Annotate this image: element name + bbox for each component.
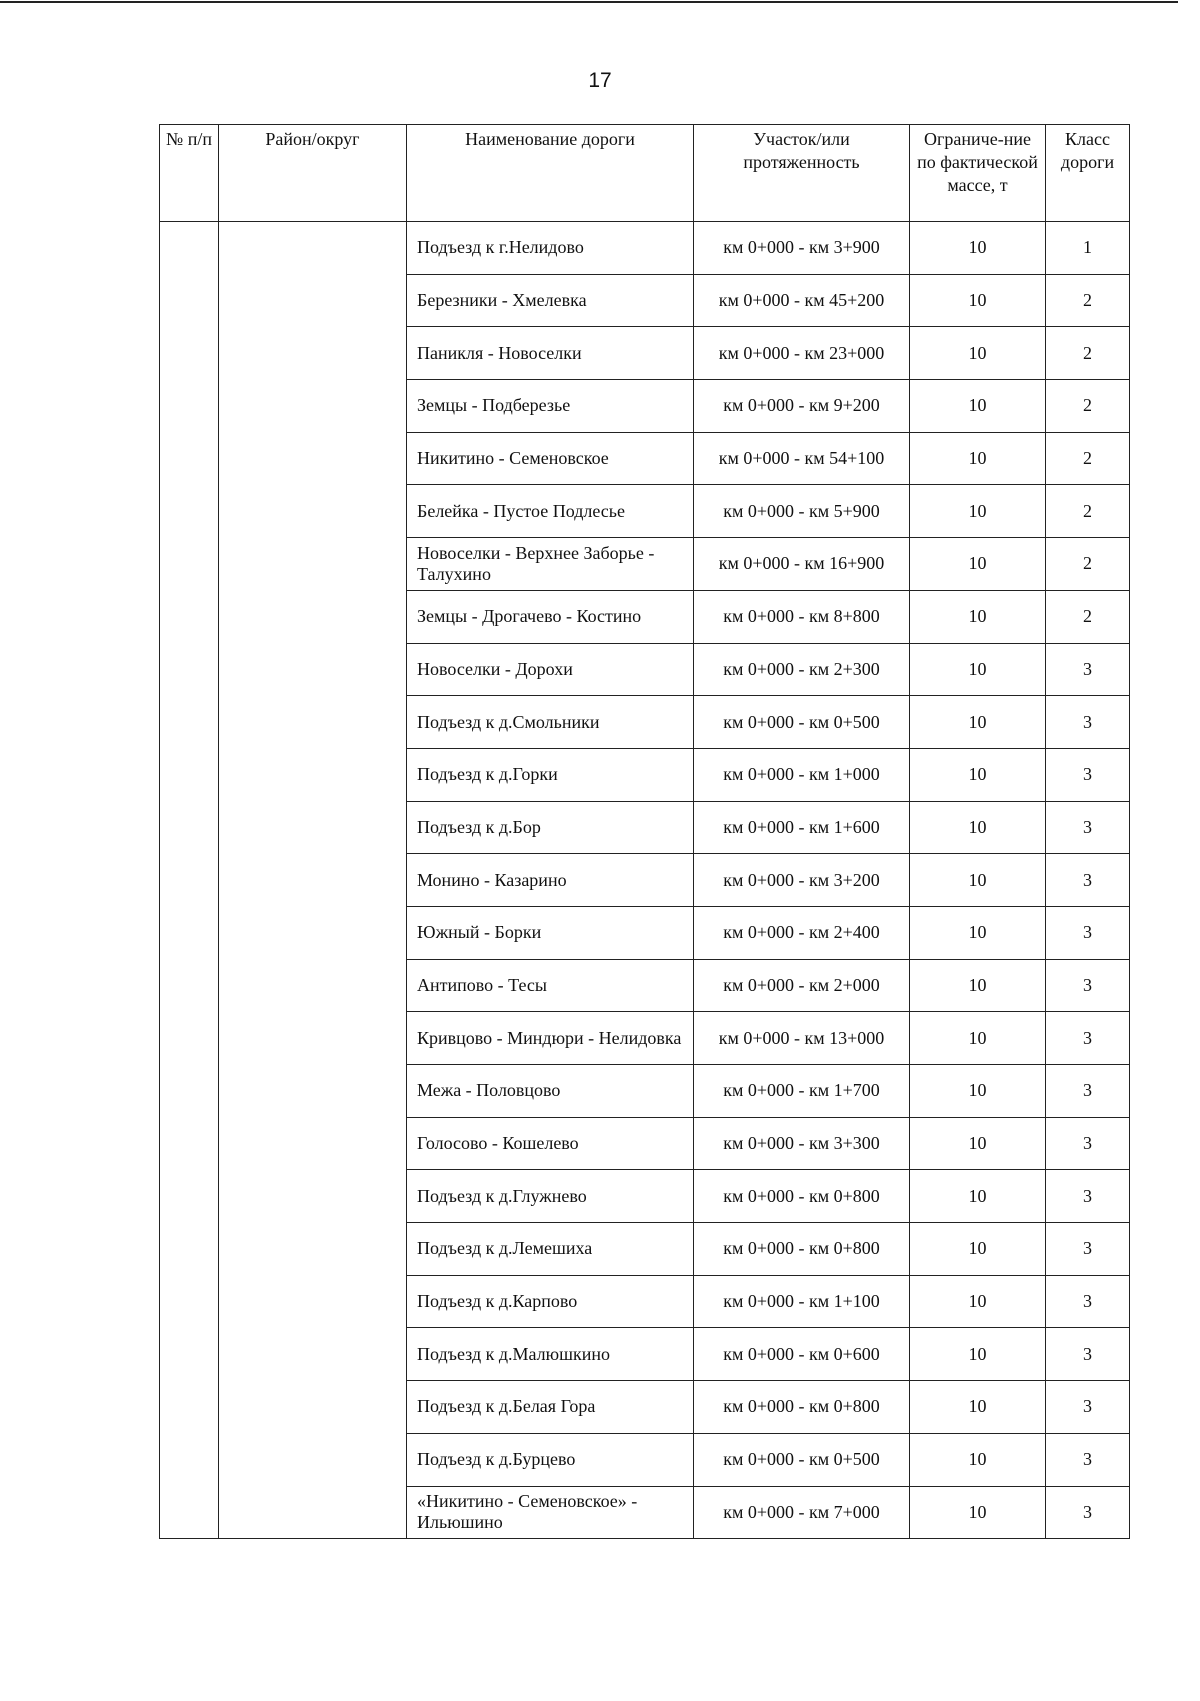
- district-cell: [219, 222, 407, 1539]
- road-class-cell: 3: [1046, 1381, 1130, 1434]
- road-name-cell: Подъезд к д.Смольники: [407, 696, 694, 749]
- road-class-cell: 3: [1046, 1223, 1130, 1276]
- segment-cell: км 0+000 - км 8+800: [694, 590, 910, 643]
- road-class-cell: 3: [1046, 1328, 1130, 1381]
- segment-cell: км 0+000 - км 0+800: [694, 1223, 910, 1276]
- road-name-cell: Подъезд к д.Карпово: [407, 1275, 694, 1328]
- weight-limit-cell: 10: [910, 696, 1046, 749]
- segment-cell: км 0+000 - км 16+900: [694, 538, 910, 591]
- segment-cell: км 0+000 - км 1+700: [694, 1065, 910, 1118]
- header-weight-limit: Ограниче-ние по фактической массе, т: [910, 125, 1046, 222]
- segment-cell: км 0+000 - км 2+400: [694, 906, 910, 959]
- road-class-cell: 3: [1046, 696, 1130, 749]
- road-class-cell: 3: [1046, 1275, 1130, 1328]
- road-name-cell: Антипово - Тесы: [407, 959, 694, 1012]
- header-road-class: Класс дороги: [1046, 125, 1130, 222]
- weight-limit-cell: 10: [910, 1012, 1046, 1065]
- road-name-cell: Новоселки - Верхнее Заборье - Талухино: [407, 538, 694, 591]
- segment-cell: км 0+000 - км 3+300: [694, 1117, 910, 1170]
- weight-limit-cell: 10: [910, 959, 1046, 1012]
- road-name-cell: Подъезд к д.Горки: [407, 748, 694, 801]
- road-name-cell: Подъезд к д.Лемешиха: [407, 1223, 694, 1276]
- road-name-cell: Межа - Половцово: [407, 1065, 694, 1118]
- weight-limit-cell: 10: [910, 748, 1046, 801]
- segment-cell: км 0+000 - км 7+000: [694, 1486, 910, 1539]
- weight-limit-cell: 10: [910, 274, 1046, 327]
- road-name-cell: Никитино - Семеновское: [407, 432, 694, 485]
- road-class-cell: 3: [1046, 1433, 1130, 1486]
- segment-cell: км 0+000 - км 0+800: [694, 1381, 910, 1434]
- segment-cell: км 0+000 - км 54+100: [694, 432, 910, 485]
- road-class-cell: 2: [1046, 590, 1130, 643]
- road-class-cell: 3: [1046, 1170, 1130, 1223]
- road-class-cell: 2: [1046, 274, 1130, 327]
- header-num: № п/п: [160, 125, 219, 222]
- weight-limit-cell: 10: [910, 1117, 1046, 1170]
- weight-limit-cell: 10: [910, 643, 1046, 696]
- weight-limit-cell: 10: [910, 380, 1046, 433]
- road-class-cell: 3: [1046, 906, 1130, 959]
- top-border-line: [0, 1, 1178, 3]
- header-road-name: Наименование дороги: [407, 125, 694, 222]
- road-name-cell: «Никитино - Семеновское» - Ильюшино: [407, 1486, 694, 1539]
- road-name-cell: Земцы - Подберезье: [407, 380, 694, 433]
- table-body: [160, 222, 1130, 1539]
- weight-limit-cell: 10: [910, 1433, 1046, 1486]
- road-class-cell: 3: [1046, 1117, 1130, 1170]
- road-class-cell: 3: [1046, 643, 1130, 696]
- road-name-cell: Подъезд к д.Белая Гора: [407, 1381, 694, 1434]
- road-name-cell: Кривцово - Миндюри - Нелидовка: [407, 1012, 694, 1065]
- road-class-cell: 3: [1046, 1486, 1130, 1539]
- table-row: [160, 222, 1130, 275]
- header-row: [160, 125, 1130, 222]
- segment-cell: км 0+000 - км 23+000: [694, 327, 910, 380]
- segment-cell: км 0+000 - км 5+900: [694, 485, 910, 538]
- segment-cell: км 0+000 - км 1+600: [694, 801, 910, 854]
- segment-cell: км 0+000 - км 3+200: [694, 854, 910, 907]
- weight-limit-cell: 10: [910, 222, 1046, 275]
- road-name-cell: Подъезд к г.Нелидово: [407, 222, 694, 275]
- road-name-cell: Монино - Казарино: [407, 854, 694, 907]
- weight-limit-cell: 10: [910, 906, 1046, 959]
- road-class-cell: 1: [1046, 222, 1130, 275]
- road-class-cell: 2: [1046, 538, 1130, 591]
- segment-cell: км 0+000 - км 0+600: [694, 1328, 910, 1381]
- road-class-cell: 2: [1046, 327, 1130, 380]
- road-name-cell: Подъезд к д.Бурцево: [407, 1433, 694, 1486]
- road-class-cell: 3: [1046, 1012, 1130, 1065]
- road-name-cell: Земцы - Дрогачево - Костино: [407, 590, 694, 643]
- road-name-cell: Южный - Борки: [407, 906, 694, 959]
- weight-limit-cell: 10: [910, 432, 1046, 485]
- road-class-cell: 3: [1046, 801, 1130, 854]
- weight-limit-cell: 10: [910, 327, 1046, 380]
- weight-limit-cell: 10: [910, 485, 1046, 538]
- header-segment: Участок/или протяженность: [694, 125, 910, 222]
- weight-limit-cell: 10: [910, 1170, 1046, 1223]
- row-number-cell: [160, 222, 219, 1539]
- road-class-cell: 3: [1046, 854, 1130, 907]
- segment-cell: км 0+000 - км 1+100: [694, 1275, 910, 1328]
- segment-cell: км 0+000 - км 0+800: [694, 1170, 910, 1223]
- weight-limit-cell: 10: [910, 1223, 1046, 1276]
- weight-limit-cell: 10: [910, 538, 1046, 591]
- road-name-cell: Подъезд к д.Малюшкино: [407, 1328, 694, 1381]
- segment-cell: км 0+000 - км 2+300: [694, 643, 910, 696]
- road-name-cell: Паникля - Новоселки: [407, 327, 694, 380]
- header-district: Район/округ: [219, 125, 407, 222]
- weight-limit-cell: 10: [910, 854, 1046, 907]
- segment-cell: км 0+000 - км 1+000: [694, 748, 910, 801]
- road-name-cell: Подъезд к д.Бор: [407, 801, 694, 854]
- weight-limit-cell: 10: [910, 801, 1046, 854]
- road-name-cell: Березники - Хмелевка: [407, 274, 694, 327]
- table-header: [160, 125, 1130, 222]
- weight-limit-cell: 10: [910, 1275, 1046, 1328]
- segment-cell: км 0+000 - км 0+500: [694, 1433, 910, 1486]
- segment-cell: км 0+000 - км 0+500: [694, 696, 910, 749]
- segment-cell: км 0+000 - км 9+200: [694, 380, 910, 433]
- roads-table: [159, 124, 1130, 1539]
- weight-limit-cell: 10: [910, 590, 1046, 643]
- weight-limit-cell: 10: [910, 1328, 1046, 1381]
- weight-limit-cell: 10: [910, 1065, 1046, 1118]
- segment-cell: км 0+000 - км 2+000: [694, 959, 910, 1012]
- road-class-cell: 2: [1046, 432, 1130, 485]
- segment-cell: км 0+000 - км 45+200: [694, 274, 910, 327]
- road-class-cell: 2: [1046, 485, 1130, 538]
- segment-cell: км 0+000 - км 3+900: [694, 222, 910, 275]
- road-class-cell: 3: [1046, 748, 1130, 801]
- road-class-cell: 3: [1046, 959, 1130, 1012]
- road-name-cell: Голосово - Кошелево: [407, 1117, 694, 1170]
- road-name-cell: Новоселки - Дорохи: [407, 643, 694, 696]
- weight-limit-cell: 10: [910, 1486, 1046, 1539]
- segment-cell: км 0+000 - км 13+000: [694, 1012, 910, 1065]
- road-name-cell: Подъезд к д.Глужнево: [407, 1170, 694, 1223]
- road-name-cell: Белейка - Пустое Подлесье: [407, 485, 694, 538]
- road-class-cell: 3: [1046, 1065, 1130, 1118]
- page-number: 17: [588, 69, 612, 92]
- weight-limit-cell: 10: [910, 1381, 1046, 1434]
- road-class-cell: 2: [1046, 380, 1130, 433]
